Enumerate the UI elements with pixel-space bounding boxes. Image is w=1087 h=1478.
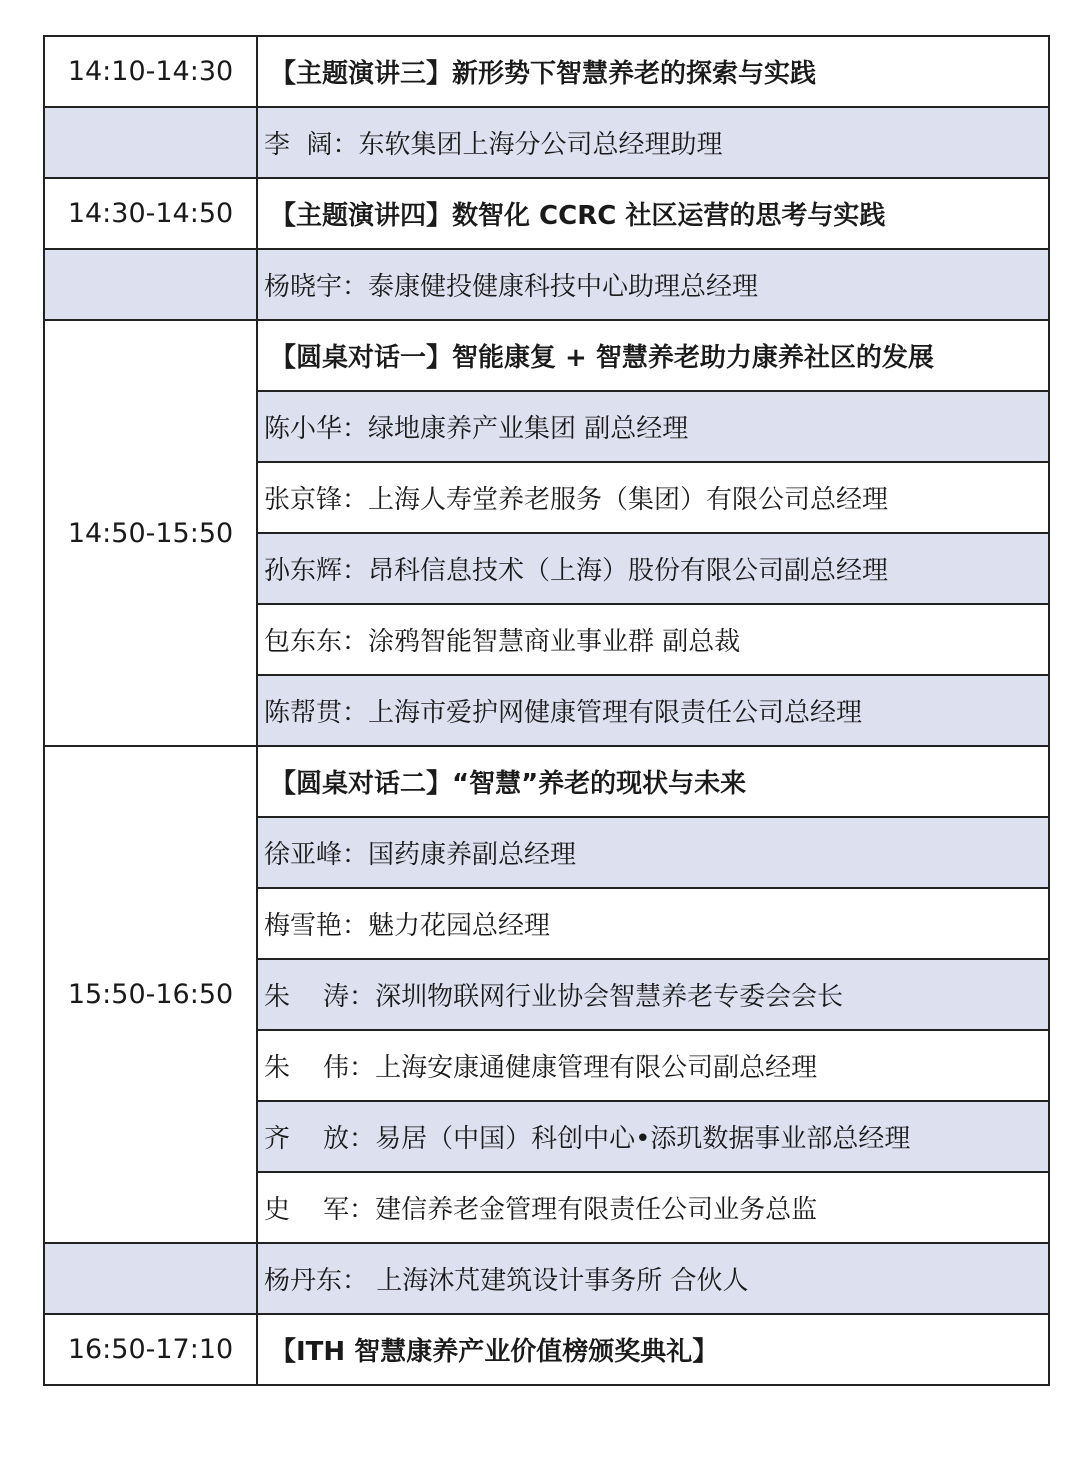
time-slot: 14:50-15:50 <box>44 320 257 746</box>
speaker-role: 上海市爱护网健康管理有限责任公司总经理 <box>368 698 863 728</box>
time-slot: 14:10-14:30 <box>44 36 257 107</box>
table-row <box>44 746 1049 817</box>
table-row <box>44 107 1049 178</box>
time-slot: 15:50-16:50 <box>44 746 257 1243</box>
speaker-role: 上海人寿堂养老服务（集团）有限公司总经理 <box>368 485 889 515</box>
speaker-name: 齐 放： <box>264 1124 376 1154</box>
speaker-name: 陈小华： <box>264 414 369 444</box>
time-slot-empty <box>44 1243 257 1314</box>
speaker-entry <box>257 604 1049 675</box>
speaker-entry <box>257 1172 1049 1243</box>
speaker-role: 东软集团上海分公司总经理助理 <box>358 130 723 160</box>
speaker-entry <box>257 533 1049 604</box>
speaker-name: 包东东： <box>264 627 369 657</box>
speaker-entry <box>257 1243 1049 1314</box>
table-row <box>44 1314 1049 1385</box>
speaker-role: 上海沐芃建筑设计事务所 合伙人 <box>368 1266 749 1296</box>
speaker-name: 孙东辉： <box>264 556 369 586</box>
speaker-role: 深圳物联网行业协会智慧养老专委会会长 <box>375 982 844 1012</box>
time-slot-empty <box>44 107 257 178</box>
speaker-name: 张京锋： <box>264 485 369 515</box>
session-title: 【主题演讲四】数智化 CCRC 社区运营的思考与实践 <box>257 178 1049 249</box>
speaker-entry <box>257 817 1049 888</box>
speaker-entry <box>257 462 1049 533</box>
speaker-name: 梅雪艳： <box>264 911 369 941</box>
speaker-name: 朱 伟： <box>264 1053 376 1083</box>
table-row <box>44 1243 1049 1314</box>
speaker-name: 杨晓宇： <box>264 272 369 302</box>
speaker-entry <box>257 249 1049 320</box>
speaker-name: 杨丹东： <box>264 1266 369 1296</box>
speaker-entry <box>257 1030 1049 1101</box>
speaker-role: 建信养老金管理有限责任公司业务总监 <box>375 1195 818 1225</box>
session-title: 【主题演讲三】新形势下智慧养老的探索与实践 <box>257 36 1049 107</box>
speaker-role: 魅力花园总经理 <box>368 911 551 941</box>
agenda-table <box>43 35 1050 1386</box>
speaker-entry <box>257 391 1049 462</box>
session-title: 【ITH 智慧康养产业价值榜颁奖典礼】 <box>257 1314 1049 1385</box>
time-slot-empty <box>44 249 257 320</box>
speaker-name: 徐亚峰： <box>264 840 369 870</box>
speaker-role: 绿地康养产业集团 副总经理 <box>368 414 689 444</box>
time-slot: 14:30-14:50 <box>44 178 257 249</box>
speaker-entry <box>257 675 1049 746</box>
speaker-role: 国药康养副总经理 <box>368 840 577 870</box>
table-row <box>44 36 1049 107</box>
speaker-name: 陈帮贯： <box>264 698 369 728</box>
speaker-name: 朱 涛： <box>264 982 376 1012</box>
session-title: 【圆桌对话一】智能康复 + 智慧养老助力康养社区的发展 <box>257 320 1049 391</box>
speaker-role: 涂鸦智能智慧商业事业群 副总裁 <box>368 627 741 657</box>
speaker-name: 史 军： <box>264 1195 376 1225</box>
speaker-role: 易居（中国）科创中心•添玑数据事业部总经理 <box>375 1124 911 1154</box>
time-slot: 16:50-17:10 <box>44 1314 257 1385</box>
table-row <box>44 249 1049 320</box>
speaker-entry <box>257 1101 1049 1172</box>
session-title: 【圆桌对话二】“智慧”养老的现状与未来 <box>257 746 1049 817</box>
speaker-role: 泰康健投健康科技中心助理总经理 <box>368 272 759 302</box>
speaker-entry <box>257 107 1049 178</box>
speaker-name: 李 阔： <box>264 130 359 160</box>
speaker-role: 昂科信息技术（上海）股份有限公司副总经理 <box>368 556 889 586</box>
table-row <box>44 178 1049 249</box>
speaker-entry <box>257 888 1049 959</box>
table-row <box>44 320 1049 391</box>
speaker-entry <box>257 959 1049 1030</box>
speaker-role: 上海安康通健康管理有限公司副总经理 <box>375 1053 818 1083</box>
